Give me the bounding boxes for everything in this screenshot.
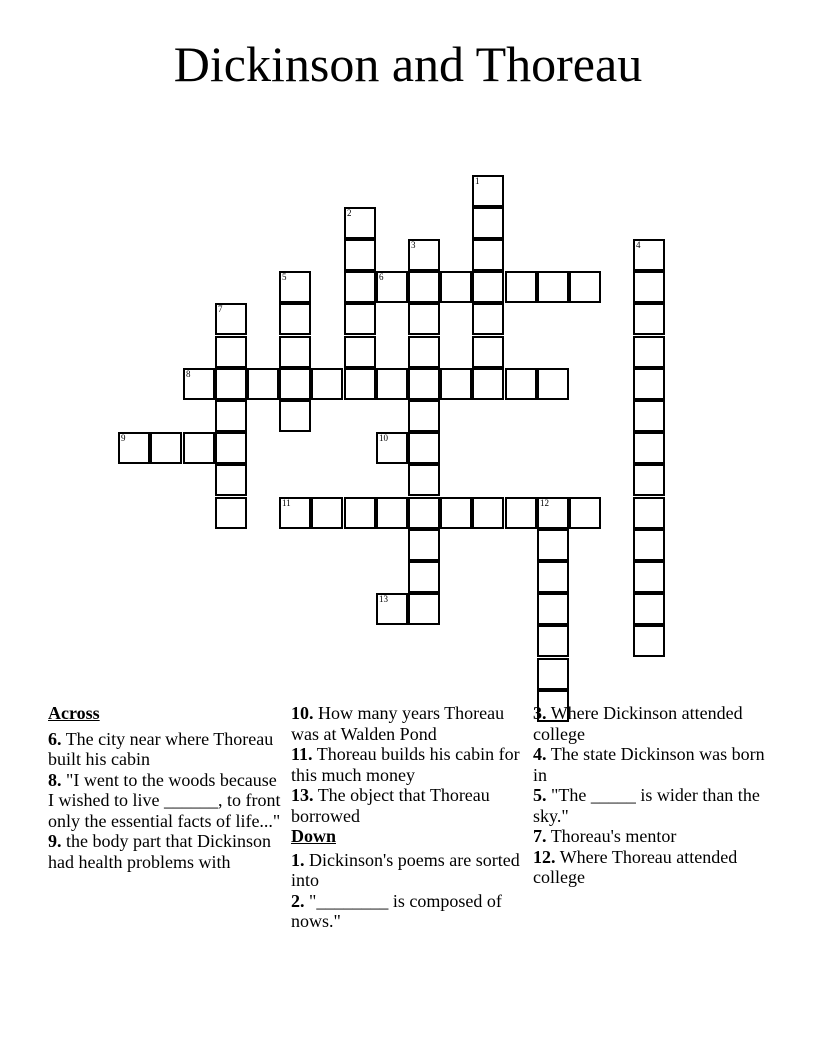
grid-cell[interactable] (215, 336, 247, 368)
grid-cell[interactable] (279, 271, 311, 303)
clue-text: How many years Thoreau was at Walden Pond (291, 703, 505, 744)
cell-number: 5 (282, 272, 287, 282)
clues-column-1 (48, 703, 283, 872)
grid-cell[interactable] (633, 464, 665, 496)
grid-cell[interactable] (408, 239, 440, 271)
grid-cell[interactable] (215, 432, 247, 464)
clue-number: 12. (533, 846, 556, 867)
grid-cell[interactable] (633, 271, 665, 303)
grid-cell[interactable] (537, 497, 569, 529)
grid-cell[interactable] (344, 336, 376, 368)
clue-down-7 (533, 826, 773, 847)
grid-cell[interactable] (376, 432, 408, 464)
clue-text: Where Thoreau attended college (533, 846, 738, 887)
grid-cell[interactable] (215, 497, 247, 529)
grid-cell[interactable] (376, 368, 408, 400)
clue-text: "The _____ is wider than the sky." (533, 785, 760, 826)
clue-text: The city near where Thoreau built his cabin (48, 728, 274, 769)
grid-cell[interactable] (472, 368, 504, 400)
grid-cell[interactable] (633, 368, 665, 400)
clue-across-9 (48, 831, 283, 872)
grid-cell[interactable] (537, 271, 569, 303)
grid-cell[interactable] (505, 497, 537, 529)
down-heading: Down (291, 826, 337, 846)
grid-cell[interactable] (472, 239, 504, 271)
cell-number: 3 (411, 240, 416, 250)
clue-number: 10. (291, 703, 314, 723)
grid-cell[interactable] (344, 239, 376, 271)
clue-across-13 (291, 785, 526, 826)
clue-text: Dickinson's poems are sorted into (291, 849, 520, 890)
grid-cell[interactable] (408, 271, 440, 303)
grid-cell[interactable] (633, 400, 665, 432)
grid-cell[interactable] (633, 239, 665, 271)
clue-down-4 (533, 744, 773, 785)
cell-number: 9 (121, 433, 126, 443)
clue-across-11 (291, 744, 526, 785)
grid-cell[interactable] (118, 432, 150, 464)
clue-down-3 (533, 703, 773, 744)
grid-cell[interactable] (633, 593, 665, 625)
cell-number: 4 (636, 240, 641, 250)
grid-cell[interactable] (633, 497, 665, 529)
grid-cell[interactable] (376, 497, 408, 529)
grid-cell[interactable] (440, 497, 472, 529)
grid-cell[interactable] (408, 368, 440, 400)
grid-cell[interactable] (183, 368, 215, 400)
cell-number: 12 (540, 498, 549, 508)
clue-number: 7. (533, 826, 547, 846)
clue-down-1 (291, 850, 526, 891)
clue-down-2 (291, 891, 526, 932)
grid-cell[interactable] (537, 625, 569, 657)
clue-number: 4. (533, 744, 547, 764)
grid-cell[interactable] (215, 464, 247, 496)
clues-column-3 (533, 703, 773, 888)
grid-cell[interactable] (633, 561, 665, 593)
grid-cell[interactable] (537, 529, 569, 561)
grid-cell[interactable] (633, 432, 665, 464)
grid-cell[interactable] (633, 336, 665, 368)
clue-text: Thoreau builds his cabin for this much money (291, 744, 520, 785)
grid-cell[interactable] (472, 336, 504, 368)
cell-number: 10 (379, 433, 388, 443)
grid-cell[interactable] (537, 593, 569, 625)
grid-cell[interactable] (472, 207, 504, 239)
clue-text: "I went to the woods because I wished to live ______, to front only the essential facts of life..." (48, 769, 281, 831)
grid-cell[interactable] (215, 303, 247, 335)
grid-cell[interactable] (279, 400, 311, 432)
grid-cell[interactable] (440, 271, 472, 303)
across-heading: Across (48, 703, 100, 723)
clues-column-2 (291, 703, 526, 932)
grid-cell[interactable] (408, 400, 440, 432)
clue-text: "________ is composed of nows." (291, 890, 502, 931)
grid-cell[interactable] (408, 561, 440, 593)
grid-cell[interactable] (472, 497, 504, 529)
grid-cell[interactable] (537, 561, 569, 593)
cell-number: 8 (186, 369, 191, 379)
grid-cell[interactable] (408, 432, 440, 464)
grid-cell[interactable] (279, 336, 311, 368)
grid-cell[interactable] (472, 271, 504, 303)
clue-number: 6. (48, 728, 62, 749)
grid-cell[interactable] (311, 497, 343, 529)
clue-text: Thoreau's mentor (550, 826, 677, 846)
grid-cell[interactable] (247, 368, 279, 400)
grid-cell[interactable] (311, 368, 343, 400)
clue-text: The state Dickinson was born in (533, 744, 765, 785)
grid-cell[interactable] (183, 432, 215, 464)
cell-number: 2 (347, 208, 352, 218)
grid-cell[interactable] (472, 175, 504, 207)
grid-cell[interactable] (505, 271, 537, 303)
grid-cell[interactable] (344, 207, 376, 239)
cell-number: 7 (218, 304, 223, 314)
grid-cell[interactable] (215, 368, 247, 400)
clue-text: The object that Thoreau borrowed (291, 785, 490, 826)
grid-cell[interactable] (633, 625, 665, 657)
clue-number: 11. (291, 744, 313, 764)
grid-cell[interactable] (408, 336, 440, 368)
grid-cell[interactable] (408, 529, 440, 561)
grid-cell[interactable] (408, 497, 440, 529)
grid-cell[interactable] (440, 368, 472, 400)
cell-number: 6 (379, 272, 384, 282)
grid-cell[interactable] (344, 368, 376, 400)
puzzle-title: Dickinson and Thoreau (173, 36, 643, 92)
clue-number: 8. (48, 769, 62, 790)
clue-number: 2. (291, 890, 305, 911)
clue-down-5 (533, 785, 773, 826)
grid-cell[interactable] (376, 271, 408, 303)
cell-number: 1 (475, 176, 480, 186)
grid-cell[interactable] (344, 497, 376, 529)
clue-text: Where Dickinson attended college (533, 703, 743, 744)
cell-number: 11 (282, 498, 291, 508)
clue-down-12 (533, 847, 773, 888)
grid-cell[interactable] (344, 303, 376, 335)
grid-cell[interactable] (344, 271, 376, 303)
grid-cell[interactable] (633, 303, 665, 335)
grid-cell[interactable] (633, 529, 665, 561)
clue-across-6 (48, 729, 283, 770)
grid-cell[interactable] (408, 303, 440, 335)
clue-across-10 (291, 703, 526, 744)
grid-cell[interactable] (537, 368, 569, 400)
grid-cell[interactable] (279, 368, 311, 400)
grid-cell[interactable] (569, 271, 601, 303)
grid-cell[interactable] (537, 658, 569, 690)
grid-cell[interactable] (569, 497, 601, 529)
cell-number: 13 (379, 594, 388, 604)
grid-cell[interactable] (408, 464, 440, 496)
grid-cell[interactable] (472, 303, 504, 335)
clue-number: 5. (533, 785, 547, 805)
clue-across-8 (48, 770, 283, 832)
grid-cell[interactable] (150, 432, 182, 464)
clue-number: 13. (291, 785, 314, 805)
grid-cell[interactable] (376, 593, 408, 625)
grid-cell[interactable] (505, 368, 537, 400)
clue-number: 1. (291, 849, 305, 870)
grid-cell[interactable] (279, 303, 311, 335)
clue-number: 3. (533, 703, 547, 723)
grid-cell[interactable] (279, 497, 311, 529)
grid-cell[interactable] (408, 593, 440, 625)
grid-cell[interactable] (215, 400, 247, 432)
clue-text: the body part that Dickinson had health problems with (48, 831, 271, 872)
clue-number: 9. (48, 831, 62, 851)
